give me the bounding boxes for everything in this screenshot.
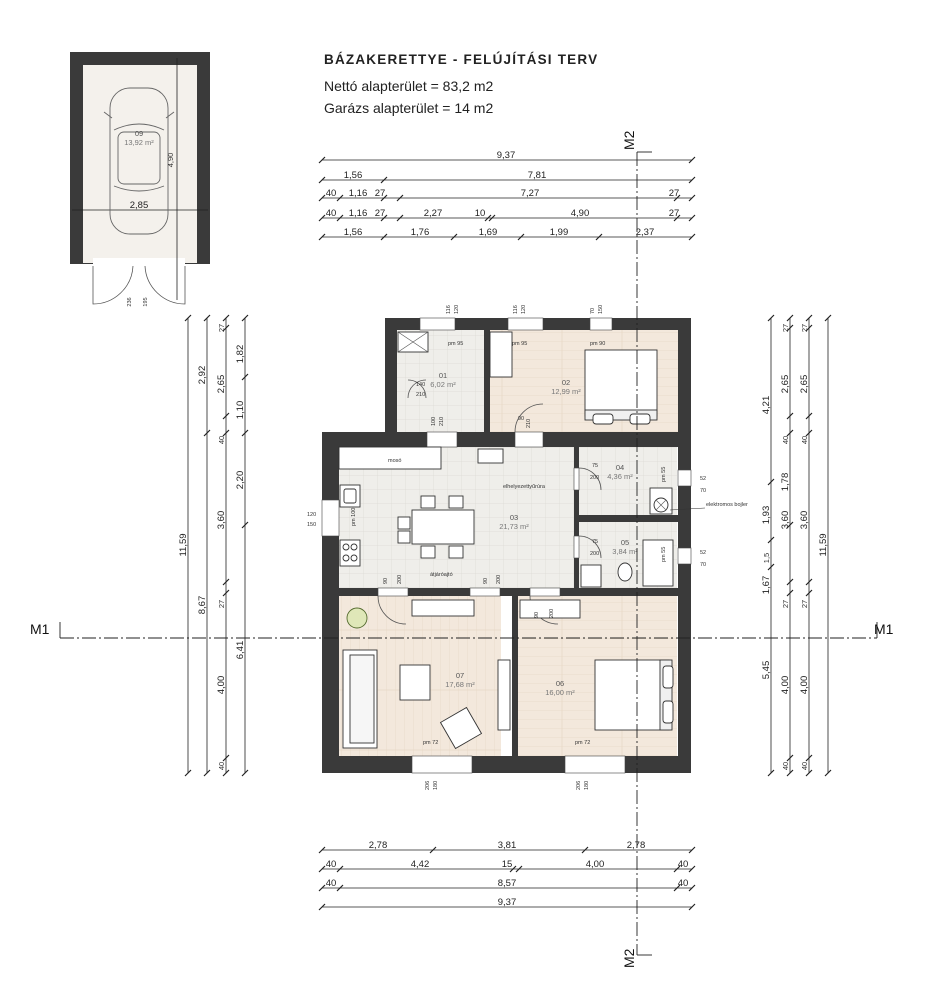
right-dim-c3-e: 27: [800, 599, 809, 609]
left-dim-c3-c: 40: [217, 435, 226, 445]
sill-label-06: pm 72: [575, 740, 591, 746]
left-dim-c2-a: 2,92: [197, 365, 208, 385]
door-04: [574, 468, 579, 490]
bottom-dim-r2-a: 40: [325, 859, 337, 870]
top-dim-r5-c: 1,69: [478, 227, 498, 238]
door-07: [378, 588, 408, 596]
door06-width: 90: [534, 611, 540, 618]
bottom-dim-r3-a: 40: [325, 878, 337, 889]
top-dim-r3-b: 1,16: [348, 188, 368, 199]
w05-width: 52: [700, 550, 707, 556]
bottom-dim-r1-b: 3,81: [497, 840, 517, 851]
left-dim-total: 11,59: [178, 533, 189, 557]
room-06-area: 16,00 m²: [545, 688, 575, 697]
toilet-icon: [618, 563, 632, 581]
top-dim-r5-b: 1,76: [410, 227, 430, 238]
left-dim-c3-a: 27: [217, 323, 226, 333]
door-05: [574, 536, 579, 558]
garage-door-opening: [93, 258, 185, 266]
sill-label-04: pm 55: [661, 466, 667, 482]
room-02-number: 02: [561, 378, 571, 387]
w03-height: 150: [307, 522, 317, 528]
top-dim-r4-g: 27: [668, 208, 680, 219]
sill-label-02b: pm 90: [590, 341, 606, 347]
room-01-area: 6,02 m²: [430, 380, 456, 389]
left-dim-c2-b: 8,67: [197, 595, 208, 615]
right-dim-c2-b: 2,65: [780, 374, 791, 394]
bottom-dim-r2-b: 4,42: [410, 859, 430, 870]
wall-west-upper: [385, 318, 397, 436]
right-dim-c3-d: 3,60: [799, 510, 810, 530]
w02c-width: 70: [590, 307, 596, 314]
door-07b: [470, 588, 500, 596]
top-dim-r3-a: 40: [325, 188, 337, 199]
right-dim-c2-c: 40: [781, 435, 790, 445]
bottom-dim-r2-e: 40: [677, 859, 689, 870]
door07-height: 200: [397, 574, 403, 584]
left-dim-c3-d: 3,60: [216, 510, 227, 530]
right-dim-c3-a: 27: [800, 323, 809, 333]
w02b-width: 116: [513, 305, 519, 314]
door06-height: 200: [549, 608, 555, 618]
room-03-area: 21,73 m²: [499, 522, 529, 531]
right-dim-c1-b: 1,93: [761, 505, 772, 525]
bottom-dim-r4: 9,37: [497, 897, 517, 908]
door02-height: 210: [526, 418, 532, 428]
door-06: [530, 588, 560, 596]
right-dim-c3-c: 40: [800, 435, 809, 445]
top-dim-r4-a: 40: [325, 208, 337, 219]
window-05: [678, 548, 691, 564]
left-dim-c3-e: 27: [217, 599, 226, 609]
door02-width: 90: [518, 416, 525, 422]
bottom-dim-r2-d: 4,00: [585, 859, 605, 870]
utility-box-icon: [478, 449, 503, 463]
top-dim-r4-e: 10: [474, 208, 486, 219]
wardrobe-icon: [490, 332, 512, 377]
garage-floor: [83, 65, 197, 263]
door-01: [427, 432, 457, 447]
top-dim-r4-d: 2,27: [423, 208, 443, 219]
right-dim-c2-d: 1,78: [780, 472, 791, 492]
left-dim-c4-a: 1,82: [235, 344, 246, 364]
garage-depth-dim: 4,90: [166, 152, 175, 168]
window-06: [565, 756, 625, 773]
right-dim-c2-e: 3,60: [780, 510, 791, 530]
stair-label: átjáróajtó: [430, 572, 453, 578]
right-dim-c2-f: 27: [781, 599, 790, 609]
kitchen-unit-label: mosó: [388, 458, 402, 464]
w06-height: 180: [584, 780, 590, 790]
top-dim-r3-e: 27: [668, 188, 680, 199]
section-m1-right: M1: [874, 621, 894, 637]
left-dim-c3-g: 40: [217, 761, 226, 771]
bed-06-icon: [595, 660, 669, 730]
w05-height: 70: [700, 562, 707, 568]
bottom-dim-r3-c: 40: [677, 878, 689, 889]
left-dim-c3-f: 4,00: [216, 675, 227, 695]
garage-room-area: 13,92 m²: [124, 138, 154, 147]
w02b-height: 120: [521, 304, 527, 314]
door01b-height: 210: [439, 416, 445, 426]
w07-width: 206: [425, 780, 431, 790]
room-05-area: 3,84 m²: [612, 547, 638, 556]
room-04-number: 04: [615, 463, 625, 472]
sill-label-02a: pm 95: [512, 341, 528, 347]
top-dim-r3-c: 27: [374, 188, 386, 199]
room-07-area: 17,68 m²: [445, 680, 475, 689]
right-dim-c3-b: 2,65: [799, 374, 810, 394]
right-dim-c1-d: 1,67: [761, 575, 772, 595]
right-dim-c1-e: 5,45: [761, 660, 772, 680]
sill-label-01: pm 95: [448, 341, 464, 347]
room-07-number: 07: [455, 671, 465, 680]
bottom-dim-r1-c: 2,78: [626, 840, 646, 851]
stove-icon: [340, 540, 360, 566]
left-dim-c4-b: 1,10: [235, 400, 246, 420]
left-dim-c4-c: 2,20: [235, 470, 246, 490]
top-dim-r5-d: 1,99: [549, 227, 569, 238]
door05-height: 200: [590, 551, 600, 557]
room-02-area: 12,99 m²: [551, 387, 581, 396]
plant-icon: [347, 608, 367, 628]
wall-west: [322, 432, 339, 773]
right-dim-c1-a: 4,21: [761, 395, 772, 415]
bed-icon: [585, 350, 657, 416]
room-06-number: 06: [555, 679, 565, 688]
bottom-dim-r3-b: 8,57: [497, 878, 517, 889]
right-dim-total: 11,59: [818, 533, 829, 557]
top-dim-r4-f: 4,90: [570, 208, 590, 219]
window-02-a: [420, 318, 455, 330]
top-dim-r2-a: 1,56: [343, 170, 363, 181]
left-dim-c4-d: 6,41: [235, 640, 246, 660]
garage-room-number: 09: [134, 129, 144, 138]
net-area-text: Nettó alapterület = 83,2 m2: [324, 78, 494, 94]
boiler-label: elektromos bojler: [706, 502, 748, 508]
room-05-number: 05: [620, 538, 630, 547]
door-02: [515, 432, 543, 447]
garage-door-height: 195: [143, 297, 149, 307]
wall-south: [322, 756, 691, 773]
top-dim-total: 9,37: [496, 150, 516, 161]
garage-door-swing: [93, 266, 185, 307]
wall-bath-h: [574, 515, 678, 522]
w02a-width: 116: [446, 305, 452, 314]
door01-height: 210: [416, 392, 426, 398]
window-02-c: [590, 318, 612, 330]
room-04-area: 4,36 m²: [607, 472, 633, 481]
window-02-b: [508, 318, 543, 330]
wall-01-02: [484, 330, 490, 432]
right-dim-c2-h: 40: [781, 761, 790, 771]
top-dim-r5-a: 1,56: [343, 227, 363, 238]
door05-width: 75: [592, 539, 599, 545]
top-dim-r4-c: 27: [374, 208, 386, 219]
bottom-dim-r1-a: 2,78: [368, 840, 388, 851]
door01-width: 140: [416, 382, 426, 388]
door07b-height: 200: [496, 574, 502, 584]
tv-console-icon: [412, 600, 474, 616]
w04-width: 52: [700, 476, 707, 482]
w07-height: 180: [433, 780, 439, 790]
top-dim-r4-b: 1,16: [348, 208, 368, 219]
sill-label-05: pm 55: [661, 546, 667, 562]
coffee-table-icon: [400, 665, 430, 700]
room-01-number: 01: [438, 371, 448, 380]
section-m2-bottom: M2: [621, 948, 637, 968]
door07-width: 90: [383, 577, 389, 584]
door04-height: 200: [590, 475, 600, 481]
window-04: [678, 470, 691, 486]
dining-table-icon: [412, 510, 474, 544]
door04-width: 75: [592, 463, 599, 469]
right-dim-c3-g: 40: [800, 761, 809, 771]
shower-icon: [581, 565, 601, 587]
tv-unit-icon: [498, 660, 510, 730]
window-03: [322, 500, 339, 536]
garage-width-dim: 2,85: [129, 200, 149, 211]
w04-height: 70: [700, 488, 707, 494]
sill-label-07: pm 72: [423, 740, 439, 746]
wall-bedroom-v: [512, 596, 518, 756]
right-dim-c3-f: 4,00: [799, 675, 810, 695]
top-dim-r5-e: 2,37: [635, 227, 655, 238]
utility-label: elhelyezettyűrúra: [503, 484, 545, 490]
w02a-height: 120: [454, 304, 460, 314]
door01b-width: 100: [431, 416, 437, 426]
right-dim-c2-a: 27: [781, 323, 790, 333]
top-dim-r2-b: 7,81: [527, 170, 547, 181]
w03-width: 120: [307, 512, 317, 518]
bottom-dim-r2-c: 15: [501, 859, 513, 870]
garage-door-width: 236: [127, 297, 133, 307]
right-dim-c1-c: 1,5: [762, 552, 771, 564]
window-07: [412, 756, 472, 773]
garage: [70, 52, 210, 307]
w02c-height: 150: [598, 304, 604, 314]
plan-title: BÁZAKERETTYE - FELÚJÍTÁSI TERV: [324, 52, 599, 67]
w06-width: 206: [576, 780, 582, 790]
wall-east: [678, 318, 691, 773]
room-03-number: 03: [509, 513, 519, 522]
garage-area-text: Garázs alapterület = 14 m2: [324, 100, 494, 116]
right-dim-c2-g: 4,00: [780, 675, 791, 695]
section-m2-top: M2: [621, 130, 637, 150]
top-dim-r3-d: 7,27: [520, 188, 540, 199]
section-m1-left: M1: [30, 621, 50, 637]
left-dim-c3-b: 2,65: [216, 374, 227, 394]
sill-label-03: pm 100: [351, 507, 357, 526]
door07b-width: 90: [483, 577, 489, 584]
